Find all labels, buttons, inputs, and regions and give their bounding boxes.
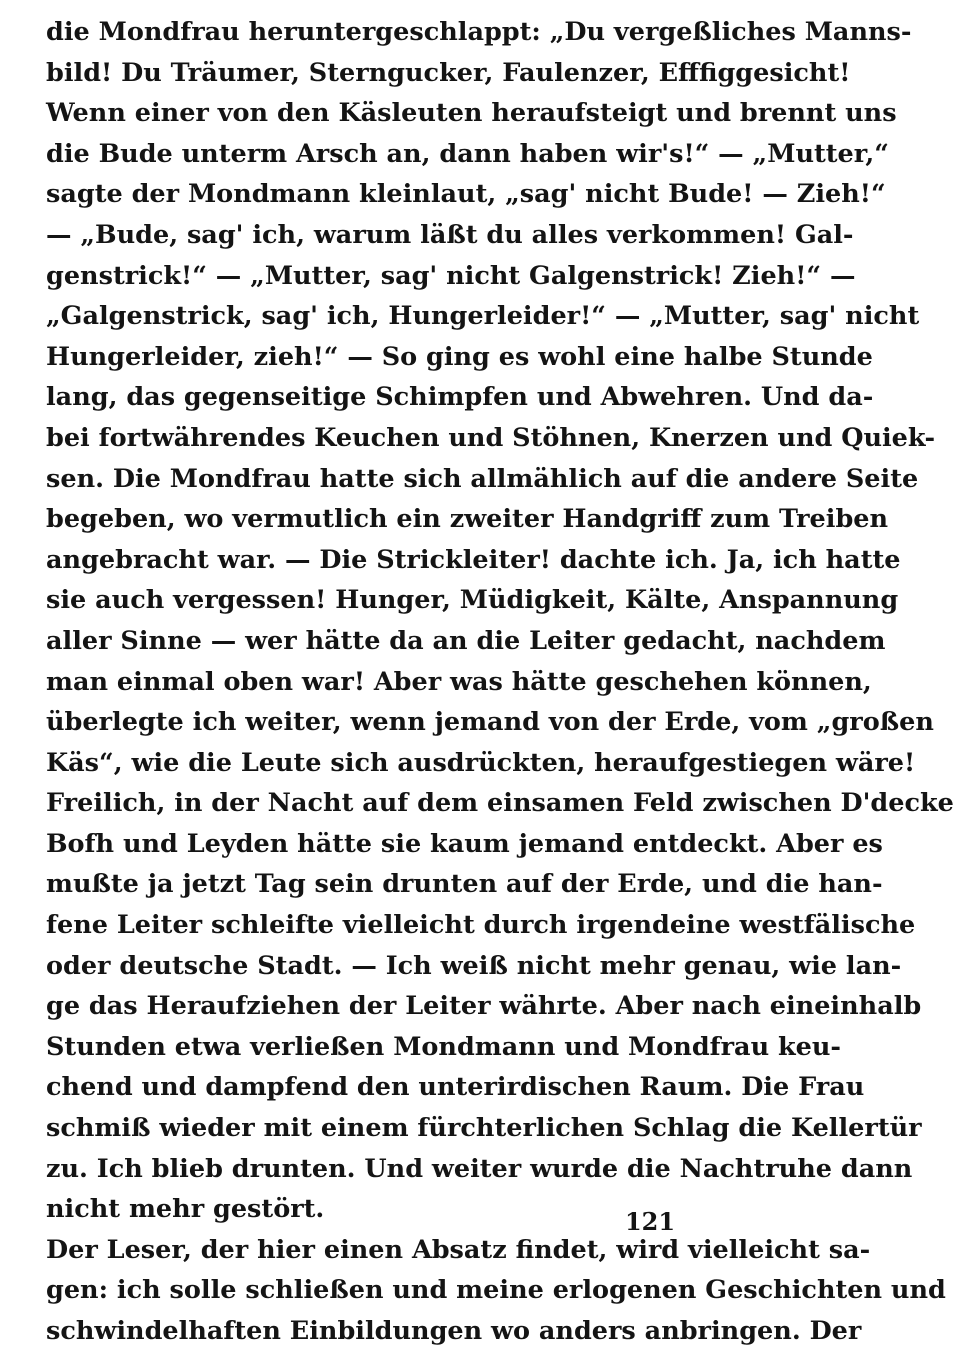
text-line: fene Leiter schleifte vielleicht durch irgendeine westfälische	[46, 910, 916, 941]
text-line: sagte der Mondmann kleinlaut, „sag' nicht Bude! — Zieh!“	[46, 179, 886, 210]
text-line: die Bude unterm Arsch an, dann haben wir's!“ — „Mutter,“	[46, 138, 889, 169]
text-line: man einmal oben war! Aber was hätte geschehen können,	[46, 666, 872, 697]
page-number: 121	[624, 1207, 676, 1236]
text-line: sen. Die Mondfrau hatte sich allmählich auf die andere Seite	[46, 463, 919, 494]
text-line: „Galgenstrick, sag' ich, Hungerleider!“ — „Mutter, sag' nicht	[46, 301, 920, 332]
text-line: gen: ich solle schließen und meine erlogenen Geschichten und	[46, 1275, 946, 1306]
text-line: die Mondfrau heruntergeschlappt: „Du vergeßliches Manns-	[46, 17, 912, 47]
text-line: Bofh und Leyden hätte sie kaum jemand entdeckt. Aber es	[46, 828, 883, 859]
text-line: sie auch vergessen! Hunger, Müdigkeit, Kälte, Anspannung	[46, 585, 899, 616]
text-line: Freilich, in der Nacht auf dem einsamen Feld zwischen D'decke	[46, 788, 954, 819]
text-line: — „Bude, sag' ich, warum läßt du alles verkommen! Gal-	[46, 219, 854, 250]
text-line: begeben, wo vermutlich ein zweiter Handgriff zum Treiben	[46, 504, 889, 535]
text-line: chend und dampfend den unterirdischen Raum. Die Frau	[46, 1072, 865, 1103]
text-line: ge das Heraufziehen der Leiter währte. Aber nach eineinhalb	[46, 991, 922, 1022]
text-line: überlegte ich weiter, wenn jemand von der Erde, vom „großen	[46, 707, 934, 738]
text-line: Stunden etwa verließen Mondmann und Mondfrau keu-	[46, 1031, 842, 1062]
text-line: mußte ja jetzt Tag sein drunten auf der Erde, und die han-	[46, 869, 883, 900]
text-line: Der Leser, der hier einen Absatz findet, wird vielleicht sa-	[46, 1234, 871, 1265]
text-line: Hungerleider, zieh!“ — So ging es wohl eine halbe Stunde	[46, 341, 873, 372]
body-text	[46, 12, 954, 1352]
text-line: genstrick!“ — „Mutter, sag' nicht Galgenstrick! Zieh!“ —	[46, 260, 856, 291]
paragraph-end-line: nicht mehr gestört.	[46, 1194, 325, 1225]
text-line: bild! Du Träumer, Sterngucker, Faulenzer, Efffiggesicht!	[46, 57, 851, 88]
text-line: schmiß wieder mit einem fürchterlichen Schlag die Kellertür	[46, 1113, 922, 1144]
text-line: angebracht war. — Die Strickleiter! dachte ich. Ja, ich hatte	[46, 544, 901, 575]
text-line: schwindelhaften Einbildungen wo anders anbringen. Der	[46, 1316, 862, 1346]
text-line: lang, das gegenseitige Schimpfen und Abwehren. Und da-	[46, 382, 874, 413]
text-line: aller Sinne — wer hätte da an die Leiter gedacht, nachdem	[46, 625, 886, 656]
text-line: Wenn einer von den Käsleuten heraufsteigt und brennt uns	[46, 98, 897, 129]
text-line: oder deutsche Stadt. — Ich weiß nicht mehr genau, wie lan-	[46, 950, 902, 981]
text-line: bei fortwährendes Keuchen und Stöhnen, Knerzen und Quiek-	[46, 422, 936, 453]
text-line: Käs“, wie die Leute sich ausdrückten, heraufgestiegen wäre!	[46, 747, 916, 778]
text-line: zu. Ich blieb drunten. Und weiter wurde die Nachtruhe dann	[46, 1153, 913, 1184]
